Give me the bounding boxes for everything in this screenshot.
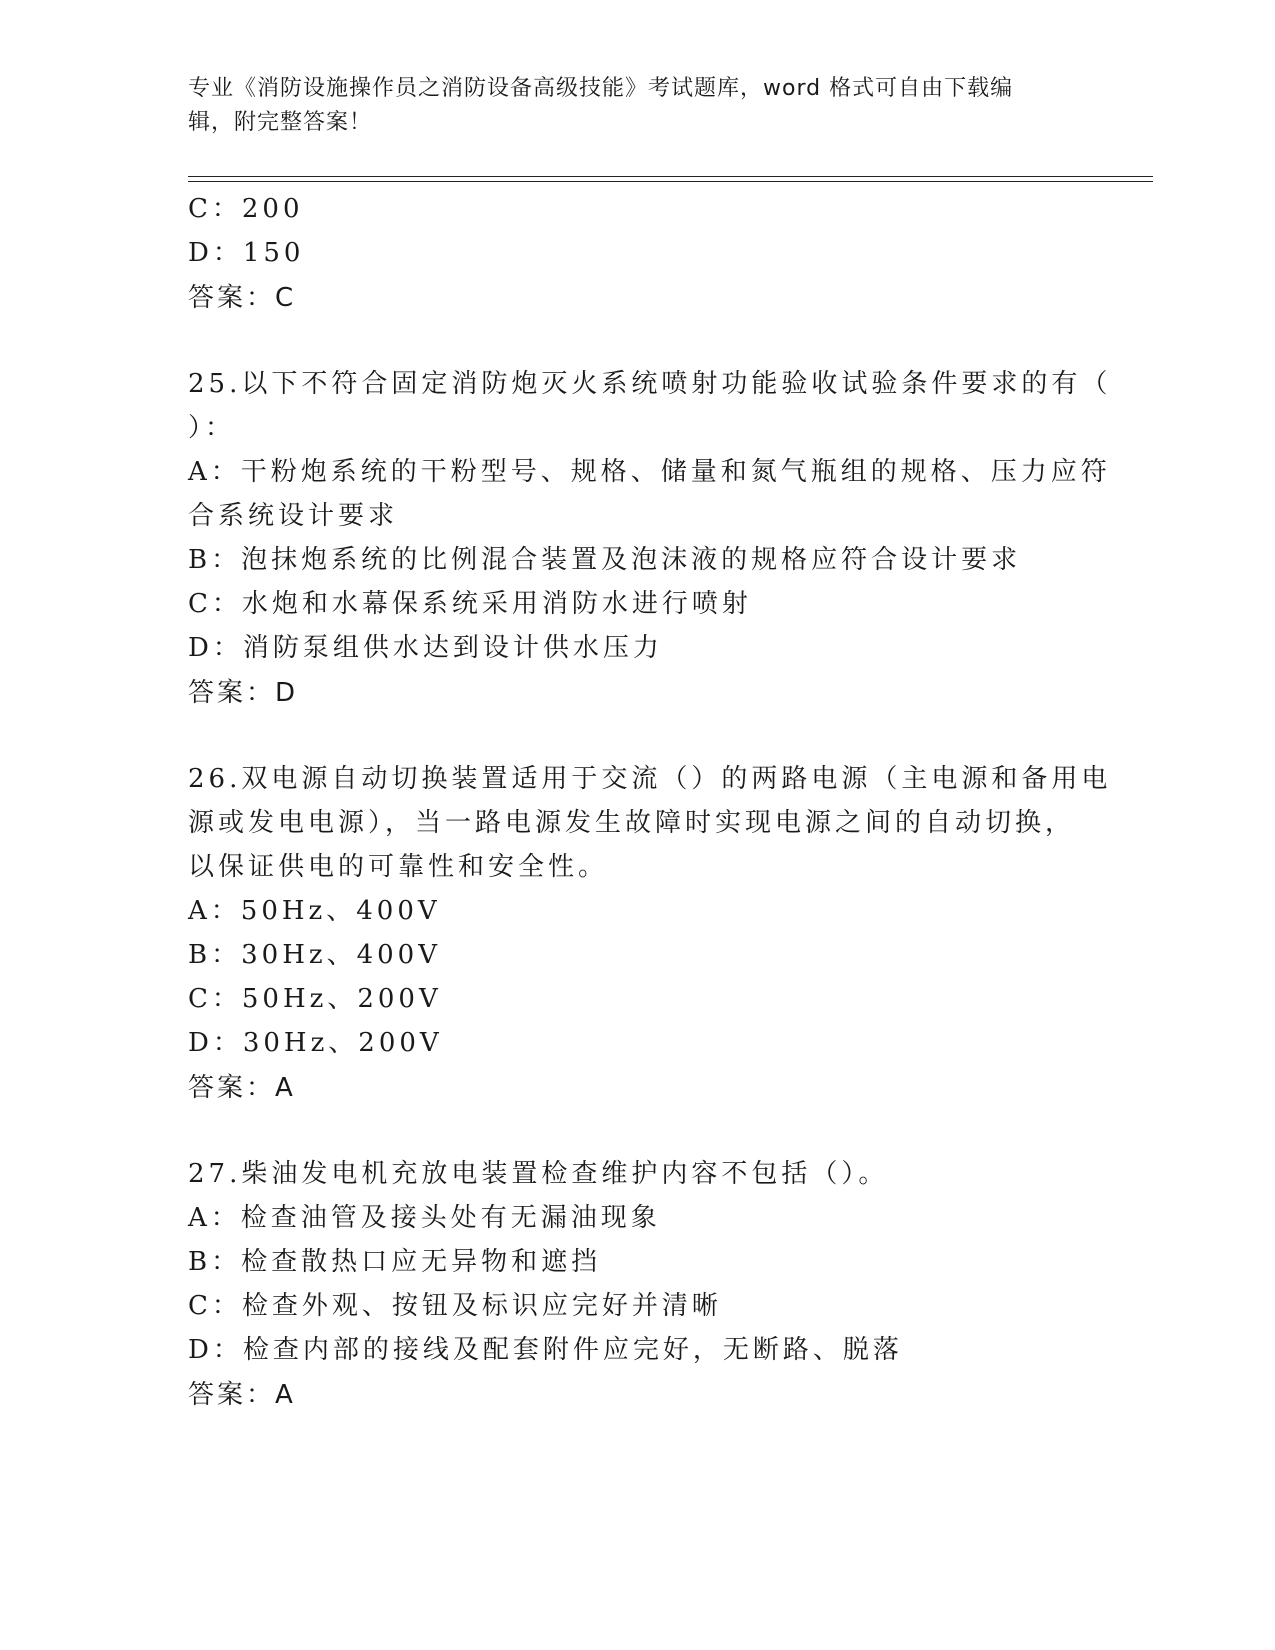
q26-option-d: D：30Hz、200V bbox=[188, 1028, 443, 1058]
q24-option-c: C：200 bbox=[188, 194, 304, 224]
q27-answer: 答案：A bbox=[188, 1380, 296, 1410]
q27-option-b: B：检查散热口应无异物和遮挡 bbox=[188, 1247, 602, 1277]
q26-option-b: B：30Hz、400V bbox=[188, 940, 441, 970]
q25-stem-line-2: ）： bbox=[188, 413, 236, 443]
q25-option-a-line-2: 合系统设计要求 bbox=[188, 501, 399, 531]
q27-option-a: A：检查油管及接头处有无漏油现象 bbox=[188, 1203, 661, 1233]
q27-option-d: D：检查内部的接线及配套附件应完好，无断路、脱落 bbox=[188, 1335, 903, 1365]
document-header bbox=[188, 72, 1068, 140]
header-divider-bottom bbox=[188, 181, 1153, 182]
q27-stem: 27.柴油发电机充放电装置检查维护内容不包括（）。 bbox=[188, 1159, 889, 1189]
q25-stem-line-1: 25.以下不符合固定消防炮灭火系统喷射功能验收试验条件要求的有（ bbox=[188, 369, 1112, 399]
header-divider-top bbox=[188, 176, 1153, 177]
q26-stem-line-2: 源或发电电源），当一路电源发生故障时实现电源之间的自动切换， bbox=[188, 808, 1076, 838]
q25-option-c: C：水炮和水幕保系统采用消防水进行喷射 bbox=[188, 589, 752, 619]
q25-option-a-line-1: A：干粉炮系统的干粉型号、规格、储量和氮气瓶组的规格、压力应符 bbox=[188, 457, 1111, 487]
q26-stem-line-3: 以保证供电的可靠性和安全性。 bbox=[188, 852, 609, 882]
q24-option-d: D：150 bbox=[188, 238, 305, 268]
q24-answer: 答案：C bbox=[188, 283, 297, 313]
q26-option-a: A：50Hz、400V bbox=[188, 896, 441, 926]
header-line-2: 辑，附完整答案！ bbox=[188, 110, 373, 135]
q25-option-d: D：消防泵组供水达到设计供水压力 bbox=[188, 633, 663, 663]
q25-option-b: B：泡抹炮系统的比例混合装置及泡沫液的规格应符合设计要求 bbox=[188, 545, 1022, 575]
q26-answer: 答案：A bbox=[188, 1073, 296, 1103]
q26-option-c: C：50Hz、200V bbox=[188, 984, 442, 1014]
header-line-1: 专业《消防设施操作员之消防设备高级技能》考试题库，word 格式可自由下载编 bbox=[188, 76, 1014, 101]
q26-stem-line-1: 26.双电源自动切换装置适用于交流（）的两路电源（主电源和备用电 bbox=[188, 764, 1112, 794]
q27-option-c: C：检查外观、按钮及标识应完好并清晰 bbox=[188, 1291, 722, 1321]
q25-answer: 答案：D bbox=[188, 678, 299, 708]
